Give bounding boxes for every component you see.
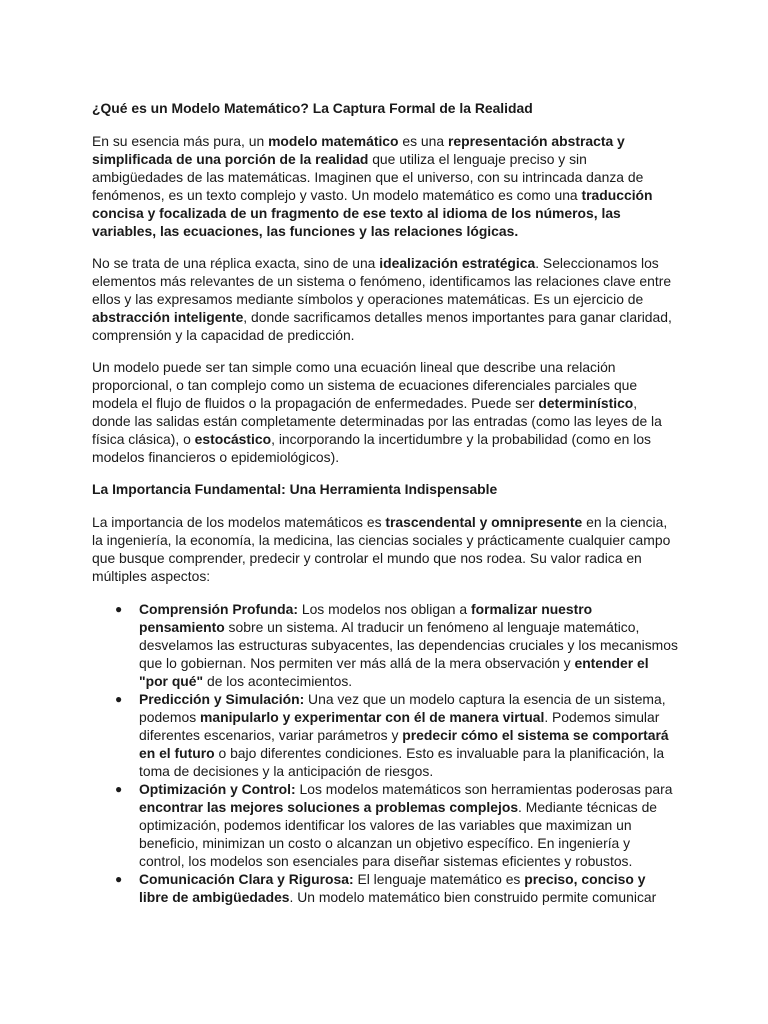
text-run: El lenguaje matemático es	[353, 871, 525, 887]
list-item-communication	[92, 870, 678, 906]
bold-text: estocástico	[194, 431, 272, 447]
text-run: Los modelos matemáticos son herramientas poderosas para	[295, 781, 673, 797]
text-run: En su esencia más pura, un	[92, 133, 269, 149]
bold-text: representación abstracta y simplificada de una porción de la realidad	[92, 133, 625, 167]
paragraph-definition	[92, 132, 678, 240]
bold-text: determinístico	[538, 395, 634, 411]
text-run: , donde las salidas están completamente determinadas por las entradas (como las leyes de la física clásica), o	[92, 395, 662, 447]
bold-text: modelo matemático	[268, 133, 399, 149]
paragraph-model-types	[92, 358, 678, 466]
text-run: Los modelos nos obligan a	[297, 601, 471, 617]
text-run: , donde sacrificamos detalles menos importantes para ganar claridad, comprensión y la capacidad de predicción.	[92, 309, 672, 343]
text-run: La importancia de los modelos matemáticos es	[92, 514, 386, 530]
list-item-text	[139, 871, 656, 905]
text-run: . Seleccionamos los elementos más relevantes de un sistema o fenómeno, identificamos las relaciones clave entre ellos y las expresamos mediante símbolos y operaciones matemáticas. Es un ejercicio de	[92, 255, 672, 307]
bullet-icon: ●	[115, 692, 123, 706]
text-run: Una vez que un modelo captura la esencia de un sistema, podemos	[139, 691, 666, 725]
bold-text: formalizar nuestro pensamiento	[139, 601, 593, 635]
bold-text: predecir cómo el sistema se comportará en el futuro	[139, 727, 669, 761]
list-item-text	[139, 691, 669, 779]
heading-what-is-model: ¿Qué es un Modelo Matemático? La Captura Formal de la Realidad	[92, 100, 533, 116]
bold-text: preciso, conciso y libre de ambigüedades	[139, 871, 646, 905]
bold-text: manipularlo y experimentar con él de manera virtual	[200, 709, 545, 725]
text-run: de los acontecimientos.	[203, 673, 353, 689]
bullet-icon: ●	[115, 602, 123, 616]
list-item-prediction	[92, 690, 678, 780]
bullet-icon: ●	[115, 782, 123, 796]
paragraph-importance	[92, 513, 678, 585]
bold-text: trascendental y omnipresente	[385, 514, 583, 530]
bold-text: traducción concisa y focalizada de un fragmento de ese texto al idioma de los números, las variables, las ecuaciones, las funciones y las relaciones lógicas.	[92, 187, 653, 239]
list-item-text	[139, 781, 672, 869]
text-run: , incorporando la incertidumbre y la probabilidad (como en los modelos financieros o epidemiológicos).	[92, 431, 651, 465]
importance-list	[92, 600, 678, 906]
bold-text: entender el "por qué"	[139, 655, 649, 689]
bullet-icon: ●	[115, 872, 123, 886]
bold-text: encontrar las mejores soluciones a problemas complejos	[139, 799, 519, 815]
list-item-text	[139, 601, 678, 689]
text-run: en la ciencia, la ingeniería, la economía, la medicina, las ciencias sociales y prácticamente cualquier campo que busque comprender, predecir y controlar el mundo que nos rodea. Su valor radica en múltiples aspectos:	[92, 514, 671, 584]
bold-text: Optimización y Control:	[139, 781, 296, 797]
text-run: es una	[398, 133, 448, 149]
bold-text: Comunicación Clara y Rigurosa:	[139, 871, 354, 887]
document-content	[92, 99, 678, 906]
bold-text: idealización estratégica	[379, 255, 536, 271]
list-item-comprehension	[92, 600, 678, 690]
text-run: Un modelo puede ser tan simple como una ecuación lineal que describe una relación proporcional, o tan complejo como un sistema de ecuaciones diferenciales parciales que modela el flujo de fluidos o la propagación de enfermedades. Puede ser	[92, 359, 638, 411]
paragraph-idealization	[92, 254, 678, 344]
list-item-optimization	[92, 780, 678, 870]
text-run: o bajo diferentes condiciones. Esto es invaluable para la planificación, la toma de decisiones y la anticipación de riesgos.	[139, 745, 665, 779]
bold-text: Predicción y Simulación:	[139, 691, 305, 707]
text-run: . Podemos simular diferentes escenarios, variar parámetros y	[139, 709, 660, 743]
bold-text: Comprensión Profunda:	[139, 601, 298, 617]
bold-text: abstracción inteligente	[92, 309, 244, 325]
text-run: . Un modelo matemático bien construido permite comunicar	[289, 889, 657, 905]
text-run: . Mediante técnicas de optimización, podemos identificar los valores de las variables que maximizan un beneficio, minimizan un costo o alcanzan un objetivo específico. En ingeniería y control, los modelos son esenciales para diseñar sistemas eficientes y robustos.	[139, 799, 658, 869]
text-run: sobre un sistema. Al traducir un fenómeno al lenguaje matemático, desvelamos las estructuras subyacentes, las dependencias cruciales y los mecanismos que lo gobiernan. Nos permiten ver más allá de la mera observación y	[139, 619, 678, 671]
text-run: que utiliza el lenguaje preciso y sin ambigüedades de las matemáticas. Imaginen que el universo, con su intrincada danza de fenómenos, es un texto complejo y vasto. Un modelo matemático es como una	[92, 151, 644, 203]
text-run: No se trata de una réplica exacta, sino de una	[92, 255, 380, 271]
heading-importance: La Importancia Fundamental: Una Herramienta Indispensable	[92, 481, 498, 497]
